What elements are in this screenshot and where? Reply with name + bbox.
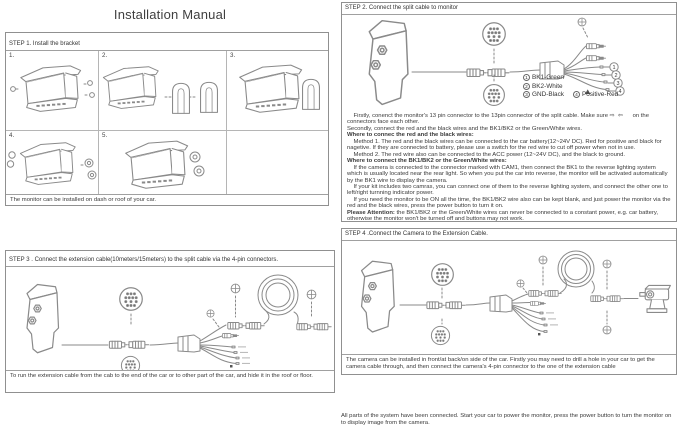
4pin-connector-pair-icon (109, 341, 148, 348)
step4-diagram (342, 241, 676, 354)
step3-footer: To run the extension cable from the cab to the end of the car or to other part of the car, and hide it in the roof or floor. (6, 370, 334, 382)
cell-number: 5. (102, 132, 108, 139)
split-junction (490, 295, 512, 312)
monitor-back-illustration (362, 261, 395, 332)
camera-illustration (640, 285, 671, 312)
camera-connector-icon (586, 56, 605, 61)
instruction-line: Firstly, conenct the monitor's 13 pin connector to the 13pin connector of the split cable. Make sure ⇨ ⇦ on the connectors face each other. (347, 113, 651, 126)
monitor-assembled-illustration (99, 137, 225, 194)
step1-cell-4 (6, 131, 99, 194)
instruction-line: Method 1. The red and the black wires can be connected to the car battery(12~24V DC). Red for positive and black for nagetive. If they are connected to battery, please use a switch for the red wire to cut off power when not in use. (347, 138, 664, 152)
monitor-back-illustration (27, 285, 59, 353)
step4-footer: The camera can be installed in front/at back/on side of the car. Firstly you may need to drill a hole in your car to get the camera cable through, and then connect the camera's 4-pin connector to the one of the extension cable (342, 354, 676, 372)
step3-header: STEP 3 . Connect the extension cable(10meters/15meters) to the split cable via the 4-pin connectors. (6, 251, 334, 267)
pin-face-top-icon (432, 264, 454, 286)
instruction-line: Please Attention: the BK1/BK2 or the Green/White wires can never be connected to a constant power, e.g. car battery, otherwise the monitor won't be turned off and buttons may not work. (347, 209, 660, 221)
alignment-mark-icon (231, 284, 240, 293)
wire-label: GND-Black (532, 91, 564, 99)
step1-cell-5 (99, 131, 227, 194)
4pin-connector-pair-icon (228, 322, 264, 329)
pin-face-bottom-icon (484, 85, 505, 106)
instruction-line: Where to connec the red and the black wires: (347, 132, 474, 139)
pin-face-top-icon (120, 288, 143, 311)
alignment-mark-icon (603, 260, 611, 268)
alignment-mark-icon (539, 256, 547, 264)
step1-cell-3 (227, 51, 328, 131)
step1-grid (6, 51, 328, 194)
camera-connector-icon (222, 334, 238, 338)
wire-color-legend (523, 74, 618, 100)
step1-footer: The monitor can be installed on dash or roof of your car. (6, 194, 328, 206)
legend-item (523, 83, 563, 90)
4pin-connector-pair-icon (591, 296, 623, 302)
wire-number-badge: 3 (523, 91, 530, 98)
4pin-connector-pair-icon (297, 324, 331, 330)
monitor-with-screws-illustration (6, 57, 98, 127)
monitor-back-illustration (369, 21, 408, 105)
alignment-mark-icon (207, 310, 214, 317)
alignment-mark-icon (517, 280, 524, 287)
cable-line (150, 343, 178, 345)
cable-line (466, 303, 490, 305)
svg-text:1: 1 (612, 65, 616, 71)
coiled-cable-illustration (258, 275, 298, 325)
warning-square-icon (230, 365, 233, 368)
wire-fanout (200, 345, 250, 364)
svg-text:3: 3 (616, 81, 620, 87)
alignment-mark-icon (603, 326, 611, 334)
step2-diagram (342, 15, 676, 111)
cell-number: 2. (102, 52, 108, 59)
split-junction (178, 335, 200, 352)
4pin-connector-pair-icon (529, 291, 561, 297)
warning-square-icon (538, 333, 540, 335)
cell-number: 4. (9, 132, 15, 139)
pin-face-bottom-icon (431, 326, 449, 344)
instruction-line: If you need the monitor to be ON all the time, the BK1/BK2 wire also can be kept blank, and just power the monitor via the red and the black wires, press the power button to turn it on. (347, 196, 673, 210)
step2-panel (341, 2, 677, 222)
bracket-arch-icon (201, 82, 218, 112)
split-cable-diagram (342, 15, 676, 111)
cell-number: 3. (230, 52, 236, 59)
camera-connection-diagram (342, 241, 676, 354)
step3-panel (5, 250, 335, 393)
step2-instructions (342, 111, 676, 221)
monitor-mounted-illustration (227, 57, 327, 127)
monitor-with-bracket-illustration (99, 57, 225, 127)
step2-header: STEP 2. Connect the split cable to monitor (342, 3, 676, 15)
alignment-mark-icon (307, 290, 316, 299)
pin-face-top-icon (483, 23, 506, 46)
bracket-arch-icon (173, 83, 190, 113)
step1-cell-1 (6, 51, 99, 131)
instruction-line: If your kit includes two camras, you can connect one of them to the reverse lighting system, and connect the other one to left/right turnning indicator power. (347, 183, 670, 197)
legend-item (573, 91, 618, 98)
bracket-arch-icon (303, 79, 320, 109)
legend-item (523, 74, 564, 81)
step3-diagram (6, 267, 334, 370)
wire-fanout (512, 305, 558, 332)
cable-line (510, 70, 540, 72)
camera-connector-icon (530, 301, 545, 305)
wire-number-badge: 4 (573, 91, 580, 98)
4pin-connector-pair-icon (427, 302, 465, 309)
pin-face-bottom-icon (121, 356, 139, 370)
instruction-line: If the camera is connected to the connector marked with CAM1, then connect the BK1 to the reverse lighting system which is usually located near the rear light. So when you put the car into reverse, the monitor will be activated automatically by the BK1 wire to display the camera. (347, 164, 670, 184)
manual-title: Installation Manual (113, 7, 227, 22)
step1-panel (5, 32, 329, 206)
instruction-line: Method 2. The red wire also can be connected to the ACC power (12~24V DC), and the black to ground. (347, 151, 626, 158)
wire-label: Positive-Red (581, 91, 619, 99)
wire-number-badge: 2 (523, 83, 530, 90)
instruction-line: Secondly, connect the red and the black wires and the BK1/BK2 or the Green/White wires. (347, 125, 582, 132)
wire-number-badge: 1 (523, 74, 530, 81)
cell-number: 1. (9, 52, 15, 59)
step4-panel (341, 228, 677, 375)
closing-note: All parts of the system have been connected. Start your car to power the monitor, press the power button to turn the monitor on to display image from the camera. (341, 413, 672, 426)
camera-connector-icon (586, 44, 605, 49)
13pin-connector-pair-icon (467, 69, 509, 77)
svg-text:2: 2 (614, 73, 618, 79)
instruction-line: Where to connect the BK1/BK2 or the Green/White wires: (347, 158, 507, 165)
monitor-with-knobs-illustration (6, 137, 98, 194)
step1-cell-6 (227, 131, 328, 194)
step1-cell-2 (99, 51, 227, 131)
legend-item (523, 91, 564, 98)
svg-text:4: 4 (618, 89, 622, 95)
wire-label: BK2-White (532, 82, 563, 90)
step1-header: STEP 1. Install the bracket (6, 33, 328, 51)
alignment-mark-icon (578, 18, 586, 26)
wire-label: BK1-Green (532, 74, 564, 81)
coiled-cable-illustration (558, 251, 594, 293)
extension-cable-diagram (6, 267, 334, 370)
step4-header: STEP 4 .Connect the Camera to the Extension Cable. (342, 229, 676, 241)
